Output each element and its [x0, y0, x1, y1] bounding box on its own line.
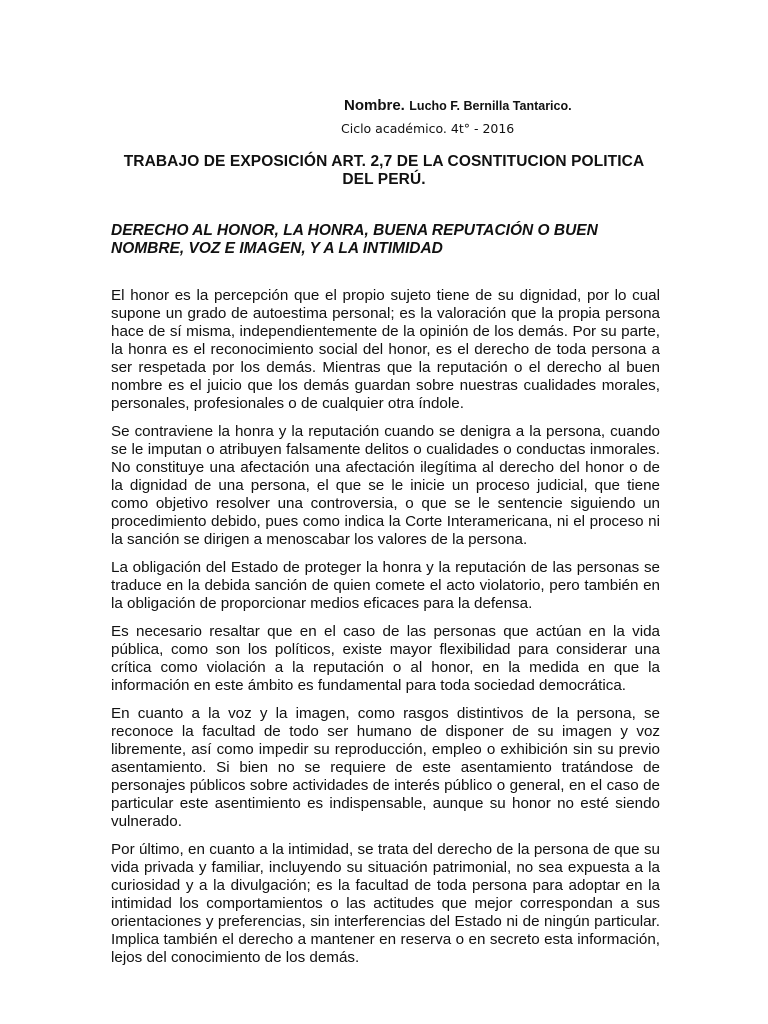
paragraph-honra: Se contraviene la honra y la reputación cuando se denigra a la persona, cuando se le imputan o atribuyen falsamente delitos o cualidades o conductas inmorales. No constituye una afectación una afectación ilegítima al derecho del honor o de la dignidad de una persona, el que se le inicie un proceso judicial, que tiene como objetivo resolver una controversia, o que se le sentencie siguiendo un procedimiento debido, pues como indica la Corte Interamericana, ni el proceso ni la sanción se dirigen a menoscabar los valores de la persona.: [111, 423, 660, 548]
document-title: TRABAJO DE EXPOSICIÓN ART. 2,7 DE LA COSNTITUCION POLITICA DEL PERÚ.: [123, 153, 645, 188]
paragraph-intimidad: Por último, en cuanto a la intimidad, se trata del derecho de la persona de que su vida privada y familiar, incluyendo su situación patrimonial, no sea expuesta a la curiosidad y a la divulgación; es la facultad de toda persona para adoptar en la intimidad los comportamientos o las actitudes que mejor correspondan a sus orientaciones y preferencias, sin interferencias del Estado ni de ningún particular. Implica también el derecho a mantener en reserva o en secreto esta información, lejos del conocimiento de los demás.: [111, 841, 660, 966]
document-body: [111, 287, 660, 977]
author-label: Nombre.: [344, 97, 405, 114]
paragraph-honor: El honor es la percepción que el propio sujeto tiene de su dignidad, por lo cual supone un grado de autoestima personal; es la valoración que la propia persona hace de sí misma, independientemente de la opinión de los demás. Por su parte, la honra es el reconocimiento social del honor, es el derecho de toda persona a ser respetada por los demás. Mientras que la reputación o el derecho al buen nombre es el juicio que los demás guardan sobre nuestras cualidades morales, personales, profesionales o de cualquier otra índole.: [111, 287, 660, 412]
paragraph-estado: La obligación del Estado de proteger la honra y la reputación de las personas se traduce en la debida sanción de quien comete el acto violatorio, pero también en la obligación de proporcionar medios eficaces para la defensa.: [111, 559, 660, 612]
paragraph-vida-publica: Es necesario resaltar que en el caso de las personas que actúan en la vida pública, como son los políticos, existe mayor flexibilidad para considerar una crítica como violación a la reputación o al honor, en la medida en que la información en este ámbito es fundamental para toda sociedad democrática.: [111, 623, 660, 694]
author-line: [344, 97, 572, 115]
document-subtitle: DERECHO AL HONOR, LA HONRA, BUENA REPUTACIÓN O BUEN NOMBRE, VOZ E IMAGEN, Y A LA INTIMIDAD: [111, 222, 598, 257]
author-name: Lucho F. Bernilla Tantarico.: [409, 99, 572, 113]
academic-cycle: Ciclo académico. 4t° - 2016: [341, 121, 515, 136]
paragraph-voz-imagen: En cuanto a la voz y la imagen, como rasgos distintivos de la persona, se reconoce la facultad de todo ser humano de disponer de su imagen y voz libremente, así como impedir su reproducción, empleo o exhibición sin su previo asentamiento. Si bien no se requiere de este asentamiento tratándose de personajes públicos sobre actividades de interés público o general, en el caso de particular este asentimiento es indispensable, aunque su honor no esté siendo vulnerado.: [111, 705, 660, 830]
